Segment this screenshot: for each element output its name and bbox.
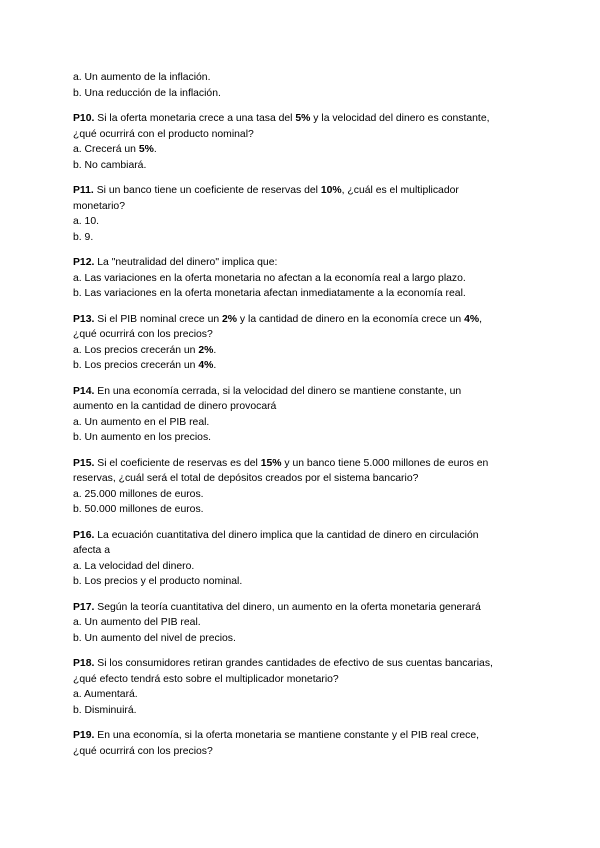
question-text-continued (73, 127, 533, 143)
text-run: La "neutralidad del dinero" implica que: (97, 257, 278, 268)
question-number: P17. (73, 601, 95, 613)
question-text (73, 600, 533, 616)
text-run: . (213, 344, 217, 356)
text-run: a. 10. (73, 216, 99, 227)
option-line (73, 559, 533, 575)
text-run: a. Un aumento del PIB real. (73, 617, 201, 628)
text-run: afecta a (73, 545, 110, 556)
text-run: , (479, 313, 482, 325)
text-run: . (213, 360, 217, 371)
question-number: P13. (73, 313, 95, 325)
option-line (73, 158, 533, 174)
text-run: ¿qué ocurrirá con los precios? (73, 329, 213, 340)
question-text-continued (73, 471, 533, 487)
text-run: a. 25.000 millones de euros. (73, 488, 204, 500)
text-run: a. Crecerá un (73, 144, 139, 155)
question-number: P14. (73, 385, 95, 397)
question-text-continued (73, 199, 533, 215)
question-text (73, 656, 533, 672)
question-text-continued (73, 672, 533, 688)
option-line (73, 487, 533, 503)
option-line (73, 286, 533, 302)
option-line (73, 343, 533, 359)
text-run: ¿qué ocurrirá con los precios? (73, 745, 213, 757)
question-text (73, 456, 533, 472)
text-run: b. 9. (73, 231, 94, 243)
question-block (73, 384, 533, 446)
question-block (73, 312, 533, 374)
emphasis-text: 4% (198, 360, 214, 371)
text-run: b. Disminuirá. (73, 704, 137, 716)
text-run: Si los consumidores retiran grandes cantidades de efectivo de sus cuentas bancarias, (97, 658, 493, 669)
text-run: monetario? (73, 200, 125, 212)
text-run: En una economía, si la oferta monetaria se mantiene constante y el PIB real crece, (97, 730, 480, 741)
emphasis-text: 2% (198, 344, 214, 356)
question-text-continued (73, 744, 533, 760)
option-line (73, 214, 533, 230)
text-run: aumento en la cantidad de dinero provocará (73, 401, 277, 412)
question-block (73, 600, 533, 647)
option-line: b. Una reducción de la inflación. (73, 87, 221, 99)
text-run: y la cantidad de dinero en la economía crece un (237, 313, 465, 325)
text-run: La ecuación cuantitativa del dinero implica que la cantidad de dinero en circulación (97, 529, 479, 541)
option-line (73, 430, 533, 446)
question-number: P16. (73, 529, 95, 541)
question-text (73, 183, 533, 199)
text-run: En una economía cerrada, si la velocidad del dinero se mantiene constante, un (97, 385, 462, 397)
text-run: Si el coeficiente de reservas es del (97, 457, 261, 469)
option-line (73, 574, 533, 590)
option-line (73, 230, 533, 246)
text-run: Si el PIB nominal crece un (97, 313, 223, 325)
question-block (73, 656, 533, 718)
text-run: ¿qué efecto tendrá esto sobre el multiplicador monetario? (73, 673, 339, 685)
option-line (73, 703, 533, 719)
text-run: . (153, 144, 157, 155)
option-line (73, 631, 533, 647)
text-run: Si un banco tiene un coeficiente de reservas del (96, 185, 321, 196)
text-run: b. 50.000 millones de euros. (73, 504, 204, 515)
question-block (73, 456, 533, 518)
text-run: a. La velocidad del dinero. (73, 560, 195, 572)
question-number: P18. (73, 658, 95, 669)
question-text (73, 528, 533, 544)
option-line (73, 415, 533, 431)
question-text (73, 728, 533, 744)
text-run: b. Los precios crecerán un (73, 360, 199, 371)
question-number: P15. (73, 457, 95, 469)
text-run: b. Un aumento del nivel de precios. (73, 632, 236, 644)
question-list (73, 70, 533, 759)
option-line (73, 687, 533, 703)
text-run: a. Un aumento en el PIB real. (73, 416, 210, 428)
question-number: P12. (73, 257, 95, 268)
option-line (73, 358, 533, 374)
text-run: Si la oferta monetaria crece a una tasa del (97, 113, 296, 124)
text-run: b. Las variaciones en la oferta monetaria afectan inmediatamente a la economía real. (73, 288, 466, 299)
question-text-continued (73, 399, 533, 415)
emphasis-text: 5% (138, 144, 154, 155)
emphasis-text: 4% (464, 313, 480, 325)
question-number: P19. (73, 730, 95, 741)
text-run: ¿qué ocurrirá con el producto nominal? (73, 128, 254, 140)
emphasis-text: 10% (320, 185, 342, 196)
text-run: y la velocidad del dinero es constante, (310, 113, 490, 124)
text-run: a. Los precios crecerán un (73, 344, 199, 356)
question-block (73, 111, 533, 173)
text-run: b. No cambiará. (73, 159, 147, 171)
emphasis-text: 15% (260, 457, 282, 469)
question-number: P11. (73, 185, 94, 196)
text-run: b. Los precios y el producto nominal. (73, 576, 243, 587)
question-text (73, 111, 533, 127)
question-text-continued (73, 543, 533, 559)
question-block-continued (73, 70, 533, 101)
emphasis-text: 5% (295, 113, 311, 124)
text-run: Según la teoría cuantitativa del dinero, un aumento en la oferta monetaria generará (97, 601, 481, 613)
question-text (73, 312, 533, 328)
emphasis-text: 2% (222, 313, 238, 325)
question-block (73, 528, 533, 590)
question-number: P10. (73, 113, 95, 124)
option-line (73, 142, 533, 158)
question-block (73, 255, 533, 302)
option-line (73, 615, 533, 631)
text-run: y un banco tiene 5.000 millones de euros en (281, 457, 489, 469)
text-run: reservas, ¿cuál será el total de depósitos creados por el sistema bancario? (73, 473, 419, 484)
question-text-continued (73, 327, 533, 343)
question-text (73, 384, 533, 400)
option-line (73, 502, 533, 518)
question-text (73, 255, 533, 271)
text-run: a. Las variaciones en la oferta monetaria no afectan a la economía real a largo plazo. (73, 272, 466, 284)
text-run: b. Un aumento en los precios. (73, 432, 212, 443)
option-line: a. Un aumento de la inflación. (73, 72, 211, 83)
question-block (73, 183, 533, 245)
text-run: a. Aumentará. (73, 689, 138, 700)
text-run: , ¿cuál es el multiplicador (341, 185, 459, 196)
option-line (73, 271, 533, 287)
question-block (73, 728, 533, 759)
